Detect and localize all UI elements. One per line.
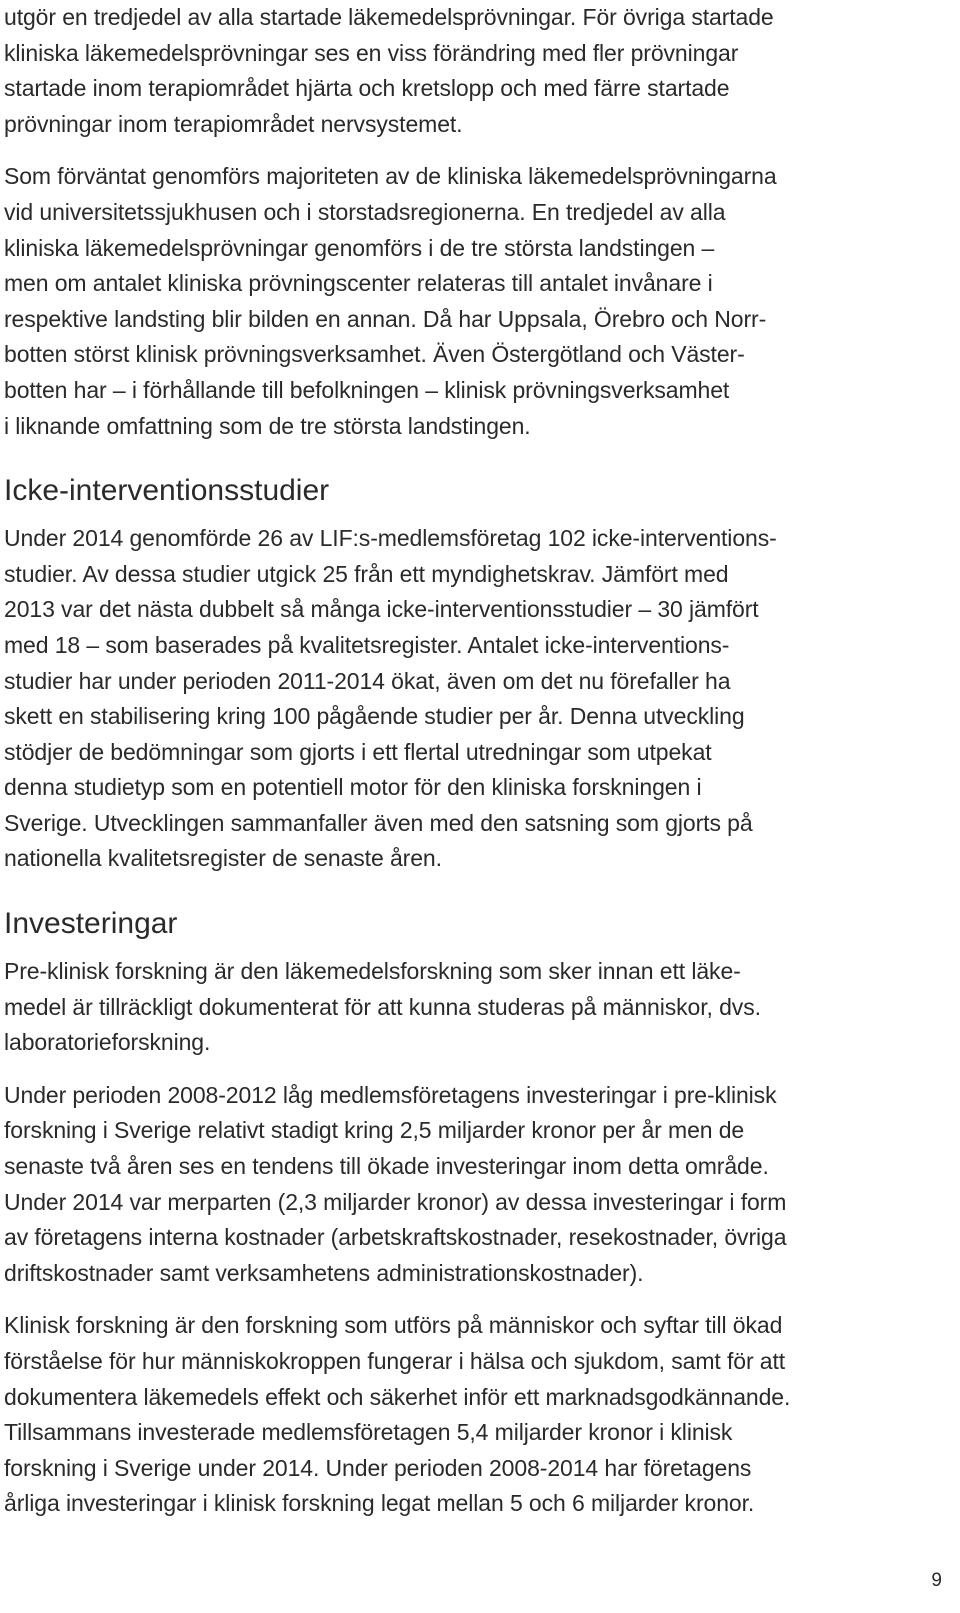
text-line: nationella kvalitetsregister de senaste åren. xyxy=(4,845,442,872)
text-line: men om antalet kliniska prövningscenter relateras till antalet invånare i xyxy=(4,270,713,297)
text-line: senaste två åren ses en tendens till ökade investeringar inom detta område. xyxy=(4,1153,769,1180)
paragraph-clinical-trials-therapy-areas xyxy=(4,0,904,142)
text-line: studier. Av dessa studier utgick 25 från ett myndighetskrav. Jämfört med xyxy=(4,560,729,587)
text-line: utgör en tredjedel av alla startade läkemedelsprövningar. För övriga startade xyxy=(4,4,774,30)
text-line: Tillsammans investerade medlemsföretagen 5,4 miljarder kronor i klinisk xyxy=(4,1419,733,1446)
text-line: vid universitetssjukhusen och i storstadsregionerna. En tredjedel av alla xyxy=(4,198,726,225)
text-line: dokumentera läkemedels effekt och säkerhet inför ett marknadsgodkännande. xyxy=(4,1383,791,1410)
text-line: av företagens interna kostnader (arbetskraftskostnader, resekostnader, övriga xyxy=(4,1224,787,1251)
text-line: Som förväntat genomförs majoriteten av de kliniska läkemedelsprövningarna xyxy=(4,163,777,190)
section-heading-investments: Investeringar xyxy=(4,907,178,941)
text-line: Pre-klinisk forskning är den läkemedelsforskning som sker innan ett läke- xyxy=(4,958,741,985)
text-line: skett en stabilisering kring 100 pågående studier per år. Denna utveckling xyxy=(4,703,745,730)
text-line: förståelse för hur människokroppen fungerar i hälsa och sjukdom, samt för att xyxy=(4,1348,786,1374)
text-line: startade inom terapiområdet hjärta och kretslopp och med färre startade xyxy=(4,75,730,102)
text-line: årliga investeringar i klinisk forskning legat mellan 5 och 6 miljarder kronor. xyxy=(4,1490,755,1517)
text-line: forskning i Sverige under 2014. Under perioden 2008-2014 har företagens xyxy=(4,1454,752,1481)
text-line: respektive landsting blir bilden en annan. Då har Uppsala, Örebro och Norr- xyxy=(4,305,767,332)
text-line: botten störst klinisk prövningsverksamhet. Även Östergötland och Väster- xyxy=(4,341,745,368)
text-line: Under 2014 genomförde 26 av LIF:s-medlemsföretag 102 icke-interventions- xyxy=(4,525,777,552)
text-line: med 18 – som baserades på kvalitetsregister. Antalet icke-interventions- xyxy=(4,631,730,658)
text-line: 2013 var det nästa dubbelt så många icke-interventionsstudier – 30 jämfört xyxy=(4,596,759,623)
paragraph-non-interventional-studies xyxy=(4,521,904,877)
text-line: medel är tillräckligt dokumenterat för att kunna studeras på människor, dvs. xyxy=(4,993,761,1020)
text-line: Under 2014 var merparten (2,3 miljarder kronor) av dessa investeringar i form xyxy=(4,1188,787,1215)
text-line: kliniska läkemedelsprövningar genomförs i de tre största landstingen – xyxy=(4,234,715,261)
text-line: driftskostnader samt verksamhetens administrationskostnader). xyxy=(4,1259,644,1286)
page-number: 9 xyxy=(931,1570,942,1591)
text-line: denna studietyp som en potentiell motor för den kliniska forskningen i xyxy=(4,774,702,801)
text-line: laboratorieforskning. xyxy=(4,1029,211,1056)
paragraph-preclinical-definition xyxy=(4,954,904,1061)
section-heading-non-interventional-studies: Icke-interventionsstudier xyxy=(4,474,330,508)
text-line: kliniska läkemedelsprövningar ses en viss förändring med fler prövningar xyxy=(4,39,739,66)
document-page xyxy=(4,0,904,1522)
paragraph-clinical-trials-regions xyxy=(4,159,904,444)
text-line: i liknande omfattning som de tre största landstingen. xyxy=(4,412,531,439)
text-line: prövningar inom terapiområdet nervsystemet. xyxy=(4,110,463,137)
text-line: studier har under perioden 2011-2014 ökat, även om det nu förefaller ha xyxy=(4,667,731,694)
text-line: forskning i Sverige relativt stadigt kring 2,5 miljarder kronor per år men de xyxy=(4,1117,745,1144)
paragraph-preclinical-investments xyxy=(4,1078,904,1292)
text-line: stödjer de bedömningar som gjorts i ett flertal utredningar som utpekat xyxy=(4,738,712,765)
text-line: Sverige. Utvecklingen sammanfaller även med den satsning som gjorts på xyxy=(4,809,753,836)
text-line: Under perioden 2008-2012 låg medlemsföretagens investeringar i pre-klinisk xyxy=(4,1081,777,1108)
text-line: botten har – i förhållande till befolkningen – klinisk prövningsverksamhet xyxy=(4,376,730,403)
text-line: Klinisk forskning är den forskning som utförs på människor och syftar till ökad xyxy=(4,1312,783,1339)
paragraph-clinical-research-investments xyxy=(4,1308,904,1522)
